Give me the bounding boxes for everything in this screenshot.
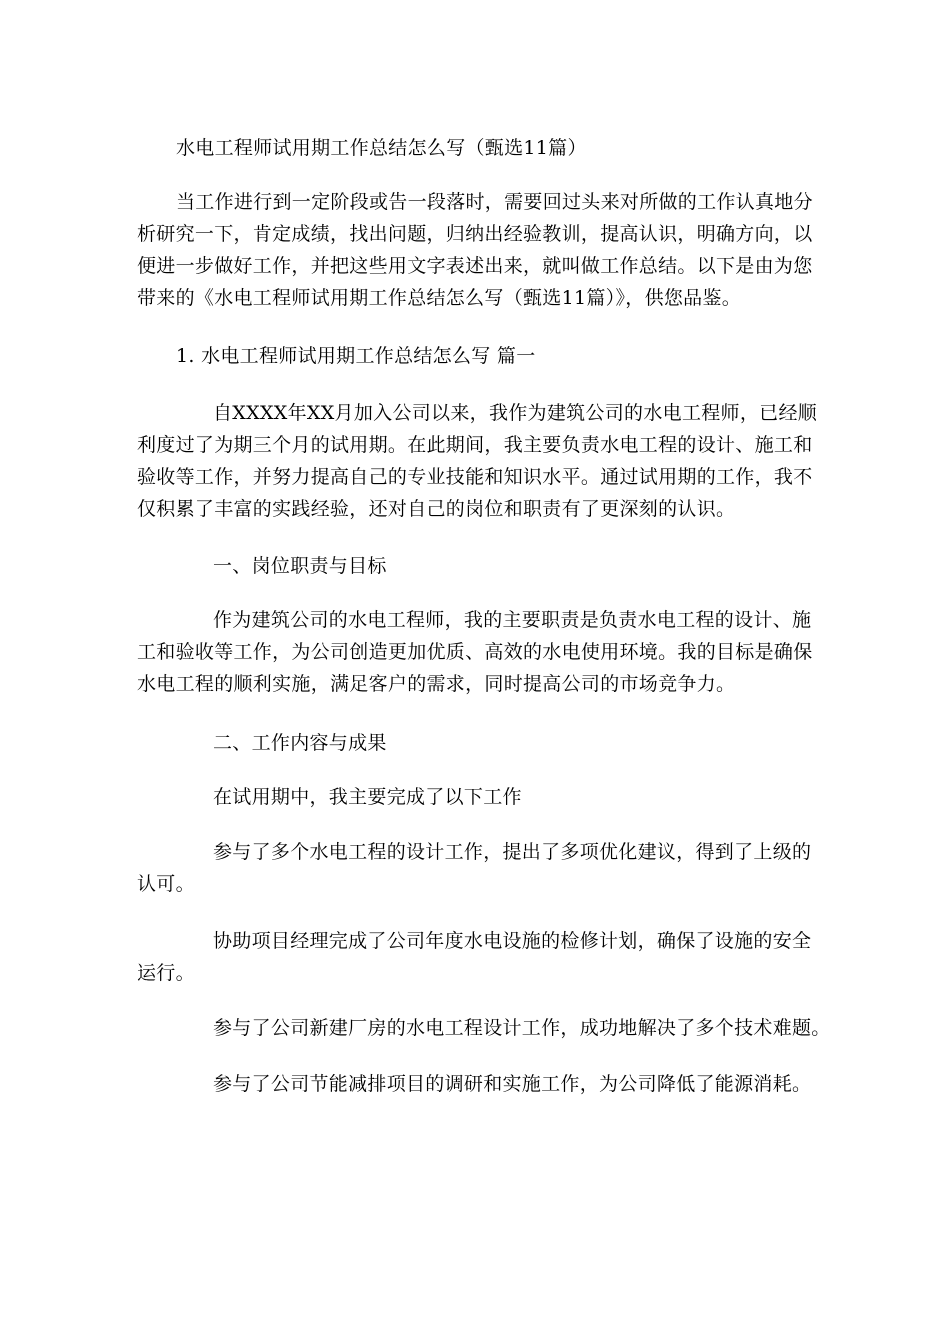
paragraph-line: 参与了多个水电工程的设计工作，提出了多项优化建议，得到了上级的	[213, 841, 812, 863]
intro-line: 当工作进行到一定阶段或告一段落时，需要回过头来对所做的工作认真地分	[176, 191, 813, 213]
paragraph-line: 认可。	[137, 873, 195, 895]
paragraph-line: 运行。	[137, 962, 195, 984]
paragraph-line: 水电工程的顺利实施，满足客户的需求，同时提高公司的市场竞争力。	[137, 673, 736, 695]
paragraph-line: 作为建筑公司的水电工程师，我的主要职责是负责水电工程的设计、施	[213, 609, 812, 631]
paragraph-line: 利度过了为期三个月的试用期。在此期间，我主要负责水电工程的设计、施工和	[137, 434, 813, 456]
paragraph-line: 仅积累了丰富的实践经验，还对自己的岗位和职责有了更深刻的认识。	[137, 498, 736, 520]
section-heading: 1. 水电工程师试用期工作总结怎么写 篇一	[176, 345, 536, 367]
paragraph-intro-employment	[137, 397, 817, 525]
intro-line: 析研究一下，肯定成绩，找出问题，归纳出经验教训，提高认识，明确方向，以	[137, 223, 813, 245]
paragraph-line: 自XXXX年XX月加入公司以来，我作为建筑公司的水电工程师，已经顺	[213, 402, 818, 424]
intro-line: 便进一步做好工作，并把这些用文字表述出来，就叫做工作总结。以下是由为您	[137, 255, 813, 277]
paragraph-line: 工和验收等工作，为公司创造更加优质、高效的水电使用环境。我的目标是确保	[137, 641, 813, 663]
document-title: 水电工程师试用期工作总结怎么写（甄选11篇）	[176, 137, 587, 159]
work-item-4: 参与了公司节能减排项目的调研和实施工作，为公司降低了能源消耗。	[213, 1073, 812, 1095]
heading-work: 二、工作内容与成果	[213, 732, 387, 754]
intro-paragraph	[137, 186, 813, 314]
intro-line: 带来的《水电工程师试用期工作总结怎么写（甄选11篇）》，供您品鉴。	[137, 287, 742, 309]
work-intro: 在试用期中，我主要完成了以下工作	[213, 786, 522, 808]
work-item-3: 参与了公司新建厂房的水电工程设计工作，成功地解决了多个技术难题。	[213, 1017, 831, 1039]
paragraph-duty	[137, 604, 813, 700]
paragraph-line: 验收等工作，并努力提高自己的专业技能和知识水平。通过试用期的工作，我不	[137, 466, 813, 488]
paragraph-line: 协助项目经理完成了公司年度水电设施的检修计划，确保了设施的安全	[213, 930, 812, 952]
work-item-2	[137, 925, 811, 989]
work-item-1	[137, 836, 811, 900]
heading-duty: 一、岗位职责与目标	[213, 555, 387, 577]
